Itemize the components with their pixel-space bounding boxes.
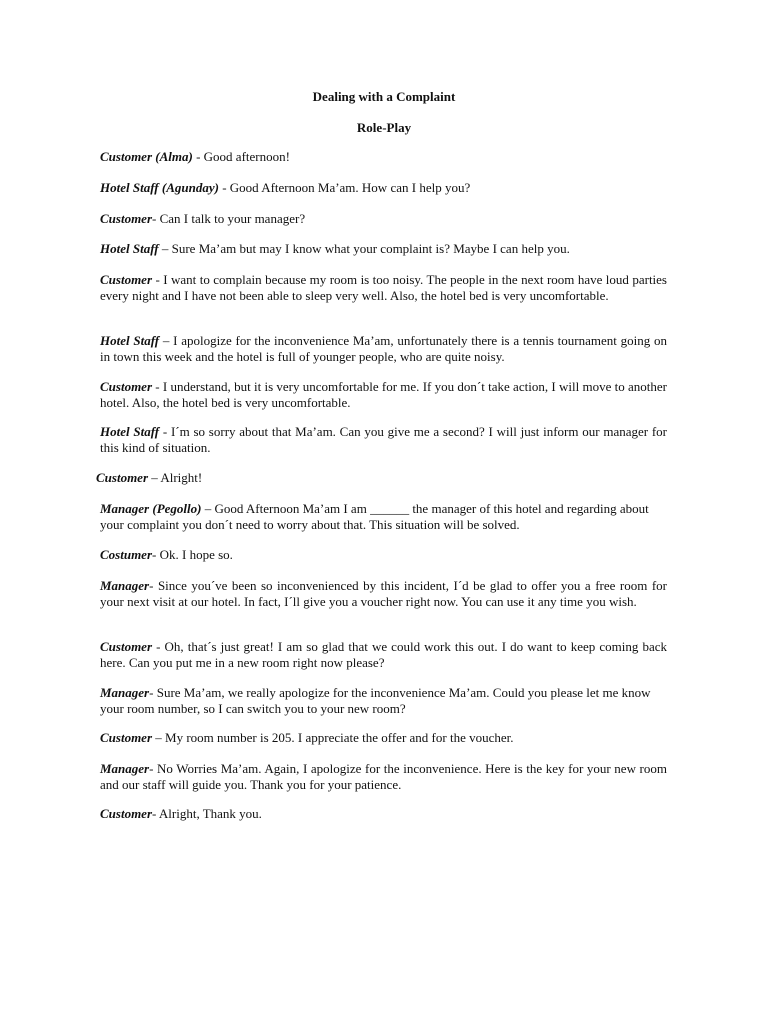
dialogue-line: Hotel Staff - I´m so sorry about that Ma’am. Can you give me a second? I will just inform our manager for this kind of situation. — [100, 424, 667, 455]
speaker-name: Customer (Alma) — [100, 149, 193, 164]
document-subtitle: Role-Play — [356, 120, 412, 135]
speaker-name: Customer — [100, 211, 153, 226]
dialogue-line: Costumer- Ok. I hope so. — [100, 547, 233, 562]
dialogue-text: I´m so sorry about that Ma’am. Can you give me a second? I will just inform our manager for this kind of situation. — [100, 424, 667, 455]
speaker-name: Manager (Pegollo) — [100, 501, 202, 516]
speaker-name: Customer — [100, 272, 153, 287]
dialogue-text: Sure Ma’am, we really apologize for the inconvenience Ma’am. Could you please let me know your room number, so I can switch you to your new room? — [100, 685, 651, 716]
dialogue-text: I understand, but it is very uncomfortable for me. If you don´t take action, I will move to another hotel. Also, the hotel bed is very uncomfortable. — [100, 379, 667, 410]
dialogue-line: Hotel Staff – Sure Ma’am but may I know what your complaint is? Maybe I can help you. — [100, 241, 570, 256]
dialogue-line: Customer - I understand, but it is very uncomfortable for me. If you don´t take action, I will move to another hotel. Also, the hotel bed is very uncomfortable. — [100, 379, 667, 410]
speaker-name: Customer — [100, 379, 153, 394]
dialogue-line: Hotel Staff (Agunday) - Good Afternoon Ma’am. How can I help you? — [100, 180, 471, 195]
dialogue-text: I apologize for the inconvenience Ma’am, unfortunately there is a tennis tournament going on in town this week and the hotel is full of younger people, who are quite noisy. — [100, 333, 668, 364]
dialogue-line: Customer- Can I talk to your manager? — [100, 211, 306, 226]
dialogue-line: Hotel Staff – I apologize for the inconvenience Ma’am, unfortunately there is a tennis tournament going on in town this week and the hotel is full of younger people, who are quite noisy. — [100, 333, 668, 364]
speaker-name: Hotel Staff — [100, 424, 160, 439]
dialogue-text: Alright! — [160, 470, 203, 485]
speaker-name: Customer — [100, 806, 153, 821]
speaker-name: Hotel Staff — [100, 241, 159, 256]
dialogue-text: Ok. I hope so. — [159, 547, 233, 562]
speaker-name: Costumer — [100, 547, 153, 562]
dialogue-text: Can I talk to your manager? — [159, 211, 306, 226]
dialogue-text: I want to complain because my room is too noisy. The people in the next room have loud parties every night and I have not been able to sleep very well. Also, the hotel bed is very uncomfortable. — [100, 272, 667, 303]
dialogue-line: Customer- Alright, Thank you. — [100, 806, 262, 821]
speaker-name: Hotel Staff (Agunday) — [100, 180, 219, 195]
speaker-name: Hotel Staff — [100, 333, 160, 348]
dialogue-line: Manager- Since you´ve been so inconvenienced by this incident, I´d be glad to offer you a free room for your next visit at our hotel. In fact, I´ll give you a voucher right now. You can use it any time you wish. — [100, 578, 667, 609]
dialogue-line: Manager (Pegollo) – Good Afternoon Ma’am I am ______ the manager of this hotel and regarding about your complaint you don´t need to worry about that. This situation will be solved. — [100, 501, 649, 532]
dialogue-line: Customer - I want to complain because my room is too noisy. The people in the next room have loud parties every night and I have not been able to sleep very well. Also, the hotel bed is very uncomfortable. — [100, 272, 667, 303]
dialogue-text: Good Afternoon Ma’am. How can I help you? — [229, 180, 471, 195]
speaker-name: Manager — [100, 685, 150, 700]
dialogue-text: Oh, that´s just great! I am so glad that we could work this out. I do want to keep coming back here. Can you put me in a new room right now please? — [100, 639, 667, 670]
dialogue-text: Alright, Thank you. — [158, 806, 262, 821]
dialogue-line: Customer (Alma) - Good afternoon! — [100, 149, 290, 164]
speaker-name: Customer — [100, 639, 153, 654]
speaker-name: Customer — [96, 470, 149, 485]
dialogue-text: Good afternoon! — [203, 149, 290, 164]
dialogue-line: Customer – My room number is 205. I appreciate the offer and for the voucher. — [100, 730, 514, 745]
dialogue-text: Good Afternoon Ma’am I am ______ the manager of this hotel and regarding about your complaint you don´t need to worry about that. This situation will be solved. — [100, 501, 649, 532]
dialogue-line: Manager- Sure Ma’am, we really apologize for the inconvenience Ma’am. Could you please let me know your room number, so I can switch you to your new room? — [100, 685, 651, 716]
dialogue-line: Manager- No Worries Ma’am. Again, I apologize for the inconvenience. Here is the key for your new room and our staff will guide you. Thank you for your patience. — [100, 761, 667, 792]
speaker-name: Manager — [100, 761, 150, 776]
document-title: Dealing with a Complaint — [312, 89, 456, 104]
dialogue-text: No Worries Ma’am. Again, I apologize for the inconvenience. Here is the key for your new room and our staff will guide you. Thank you for your patience. — [100, 761, 667, 792]
dialogue-line: Customer - Oh, that´s just great! I am so glad that we could work this out. I do want to keep coming back here. Can you put me in a new room right now please? — [100, 639, 667, 670]
speaker-name: Manager — [100, 578, 150, 593]
speaker-name: Customer — [100, 730, 153, 745]
dialogue-text: My room number is 205. I appreciate the offer and for the voucher. — [165, 730, 514, 745]
dialogue-text: Since you´ve been so inconvenienced by this incident, I´d be glad to offer you a free room for your next visit at our hotel. In fact, I´ll give you a voucher right now. You can use it any time you wish. — [100, 578, 667, 609]
dialogue-line: Customer – Alright! — [96, 470, 203, 485]
dialogue-text: Sure Ma’am but may I know what your complaint is? Maybe I can help you. — [171, 241, 570, 256]
